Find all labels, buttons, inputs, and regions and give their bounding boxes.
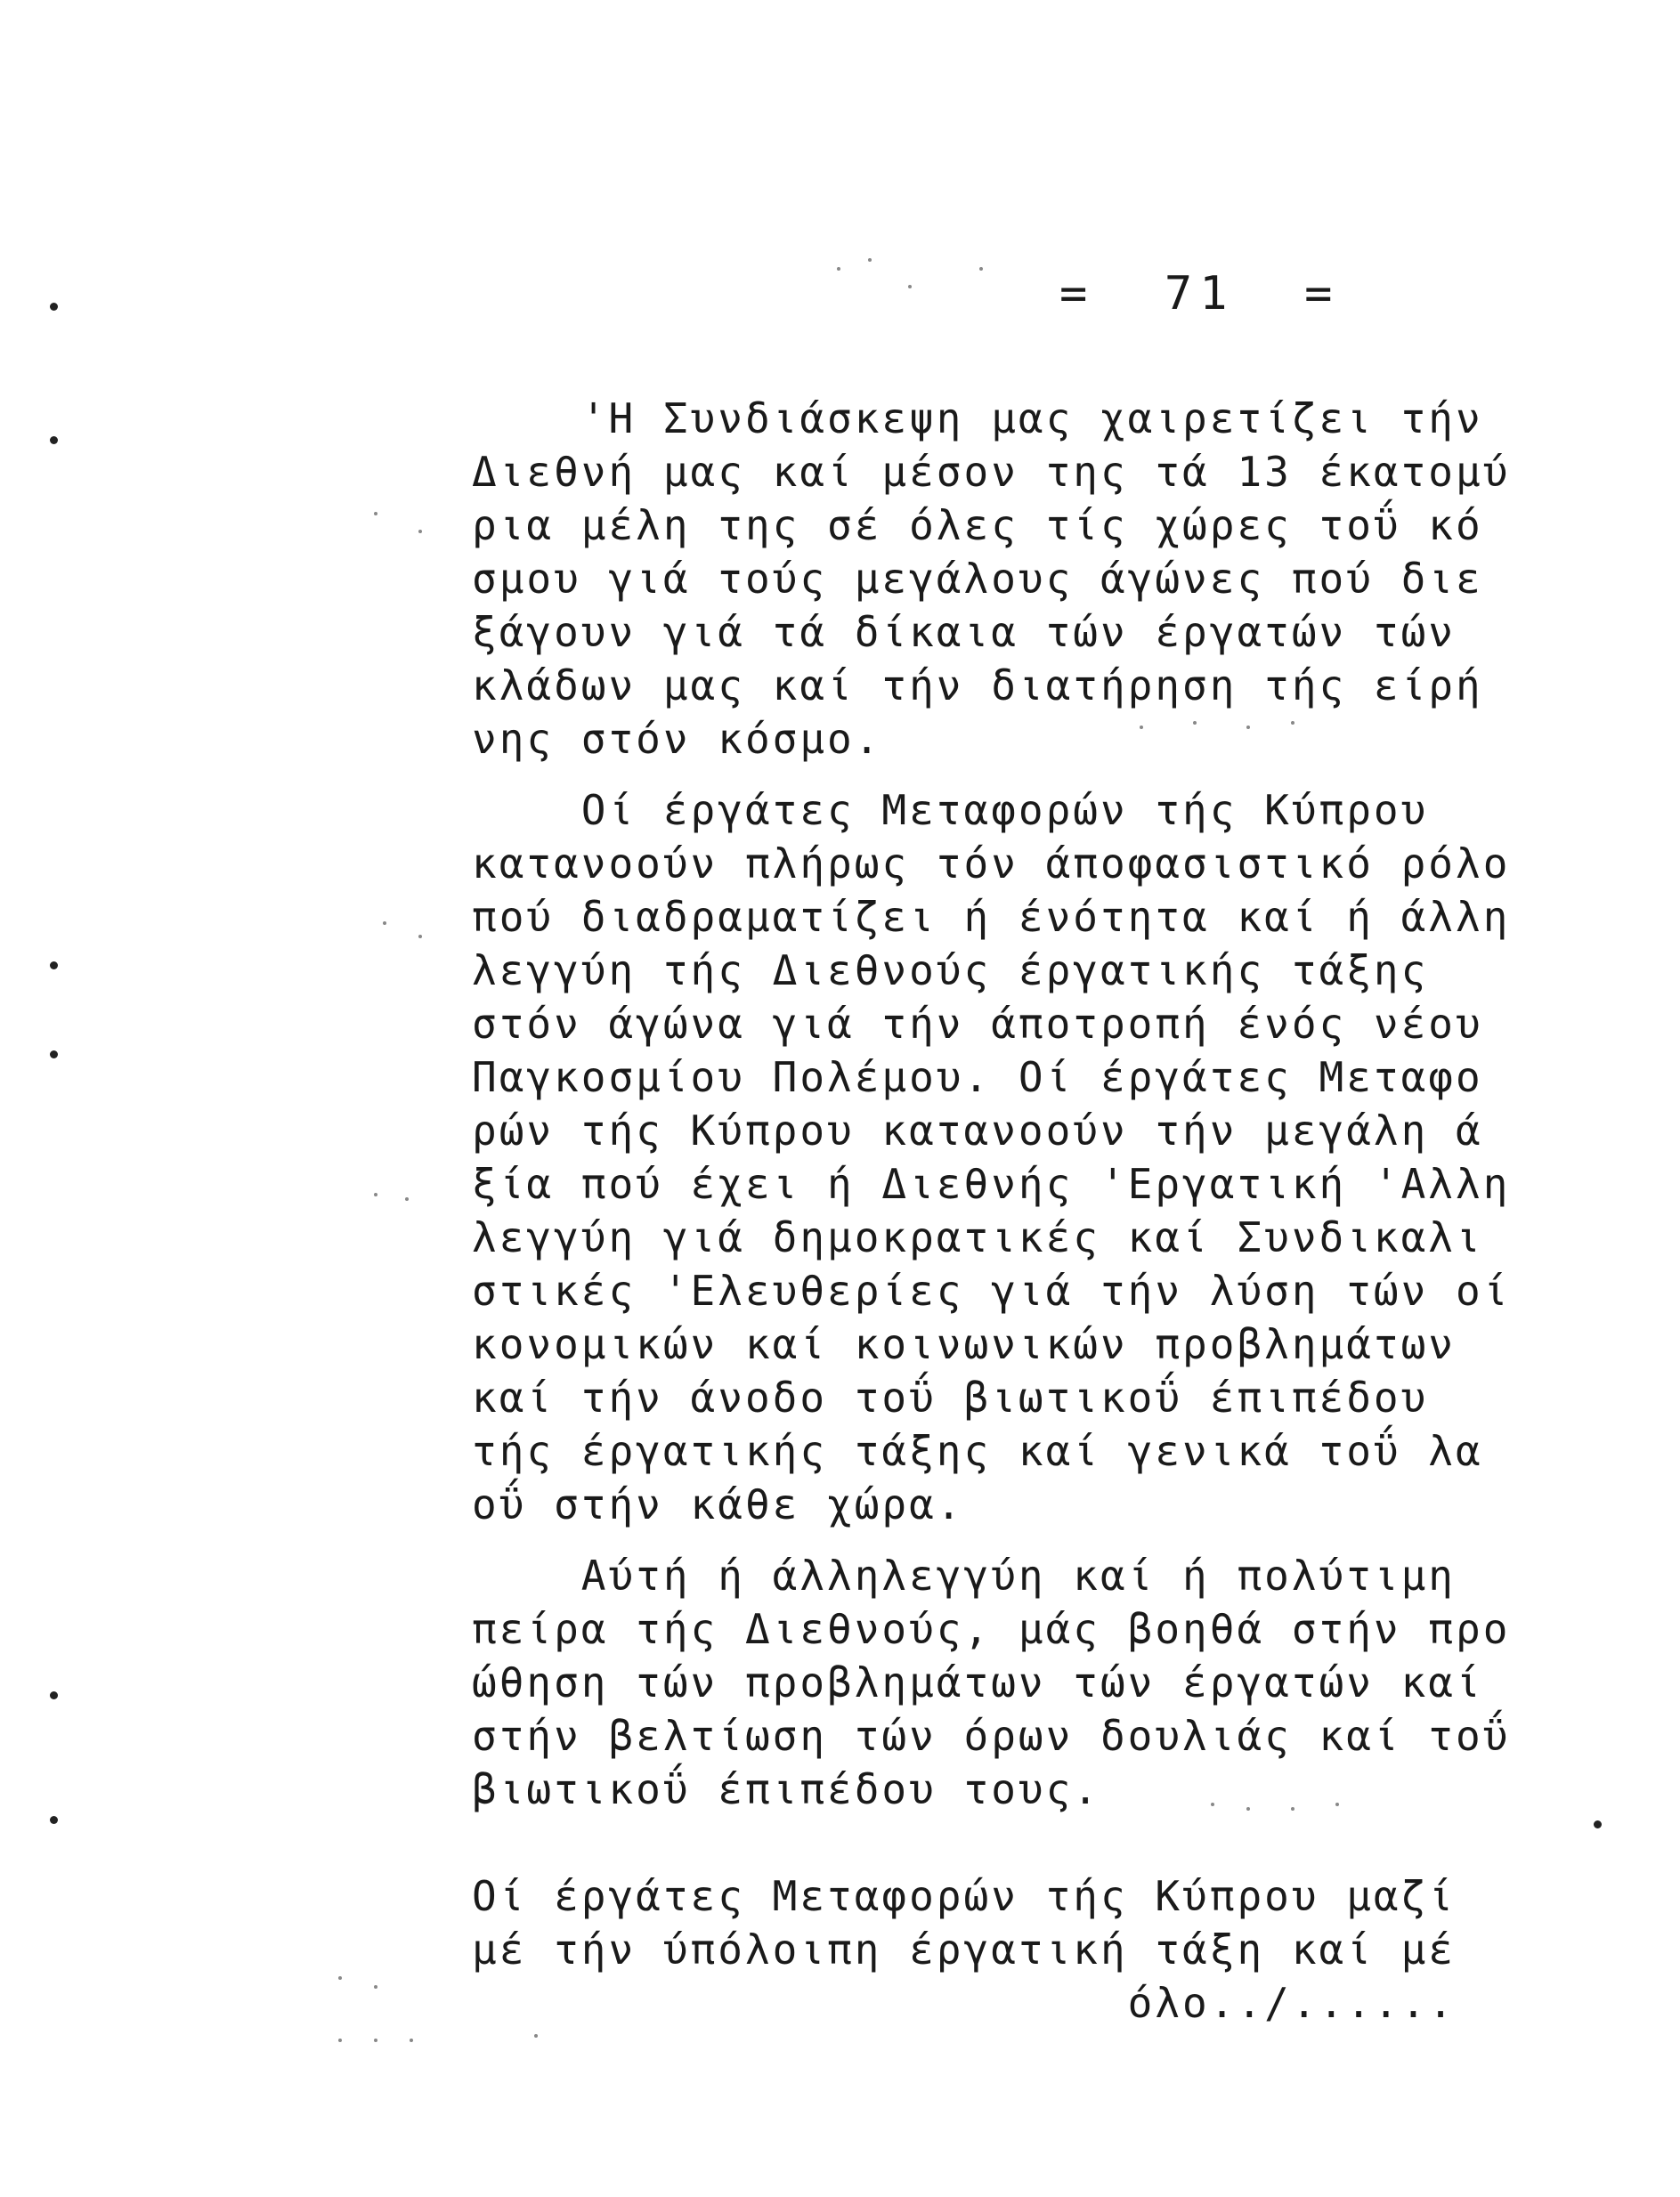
scan-speck [1291, 721, 1294, 725]
text-line: Αύτή ή άλληλεγγύη καί ή πολύτιμη [472, 1552, 1456, 1600]
scan-speck [1246, 1807, 1250, 1811]
margin-dot [50, 436, 58, 444]
scan-speck [338, 2039, 342, 2042]
scan-speck [837, 267, 840, 271]
text-line: λεγγύη τής Διεθνούς έργατικής τάξης [472, 946, 1429, 994]
text-line: στικές 'Ελευθερίες γιά τήν λύση τών οί [472, 1267, 1511, 1315]
text-line: Παγκοσμίου Πολέμου. Οί έργάτες Μεταφο [472, 1053, 1483, 1101]
page-number: = 71 = [1059, 267, 1340, 320]
margin-dot [50, 1816, 58, 1824]
text-line: νης στόν κόσμο. [472, 715, 882, 763]
scan-speck [1193, 721, 1197, 725]
text-line: Οί έργάτες Μεταφορών τής Κύπρου [472, 786, 1429, 834]
margin-dot [1594, 1820, 1602, 1828]
text-line: καί τήν άνοδο τοΰ βιωτικοΰ έπιπέδου [472, 1374, 1429, 1422]
scan-speck [405, 1197, 409, 1201]
text-line: ρια μέλη της σέ όλες τίς χώρες τοΰ κό [472, 501, 1483, 549]
text-line: όλο../...... [472, 1979, 1456, 2027]
text-line: 'Η Συνδιάσκεψη μας χαιρετίζει τήν [472, 394, 1483, 442]
scan-speck [374, 512, 377, 515]
scan-speck [534, 2034, 538, 2038]
text-line: στόν άγώνα γιά τήν άποτροπή ένός νέου [472, 1000, 1483, 1048]
text-line: πού διαδραματίζει ή ένότητα καί ή άλλη [472, 893, 1511, 941]
text-line: οΰ στήν κάθε χώρα. [472, 1480, 964, 1528]
scan-speck [374, 2039, 377, 2042]
scan-speck [1211, 1803, 1214, 1806]
scan-speck [908, 285, 912, 288]
text-line: ξία πού έχει ή Διεθνής 'Εργατική 'Αλλη [472, 1160, 1511, 1208]
margin-dot [50, 961, 58, 969]
text-line: ώθηση τών προβλημάτων τών έργατών καί [472, 1658, 1483, 1707]
margin-dot [50, 303, 58, 311]
text-line: μέ τήν ύπόλοιπη έργατική τάξη καί μέ [472, 1925, 1456, 1974]
text-line: στήν βελτίωση τών όρων δουλιάς καί τοΰ [472, 1712, 1511, 1760]
text-line: ξάγουν γιά τά δίκαια τών έργατών τών [472, 608, 1456, 656]
scan-speck [979, 267, 983, 271]
text-line: λεγγύη γιά δημοκρατικές καί Συνδικαλι [472, 1213, 1483, 1261]
text-line: κονομικών καί κοινωνικών προβλημάτων [472, 1320, 1456, 1368]
text-line: σμου γιά τούς μεγάλους άγώνες πού διε [472, 555, 1483, 603]
scan-speck [374, 1985, 377, 1989]
text-line: κατανοούν πλήρως τόν άποφασιστικό ρόλο [472, 839, 1511, 888]
scan-speck [374, 1193, 377, 1196]
scan-speck [1335, 1803, 1339, 1806]
text-line: Διεθνή μας καί μέσον της τά 13 έκατομύ [472, 448, 1511, 496]
margin-dot [50, 1691, 58, 1699]
margin-dot [50, 1050, 58, 1058]
scan-speck [1140, 726, 1143, 729]
text-line: πείρα τής Διεθνούς, μάς βοηθά στήν προ [472, 1605, 1511, 1653]
scan-speck [418, 935, 422, 938]
scan-speck [1246, 726, 1250, 729]
scan-speck [868, 258, 872, 262]
scan-speck [383, 921, 386, 925]
text-line: βιωτικοΰ έπιπέδου τους. [472, 1765, 1100, 1813]
text-line: Οί έργάτες Μεταφορών τής Κύπρου μαζί [472, 1872, 1456, 1920]
scan-speck [418, 530, 422, 533]
scan-speck [1291, 1807, 1294, 1811]
text-line: ρών τής Κύπρου κατανοούν τήν μεγάλη ά [472, 1107, 1483, 1155]
text-line: κλάδων μας καί τήν διατήρηση τής είρή [472, 661, 1483, 709]
scan-speck [410, 2039, 413, 2042]
scan-speck [338, 1976, 342, 1980]
text-line: τής έργατικής τάξης καί γενικά τοΰ λα [472, 1427, 1483, 1475]
